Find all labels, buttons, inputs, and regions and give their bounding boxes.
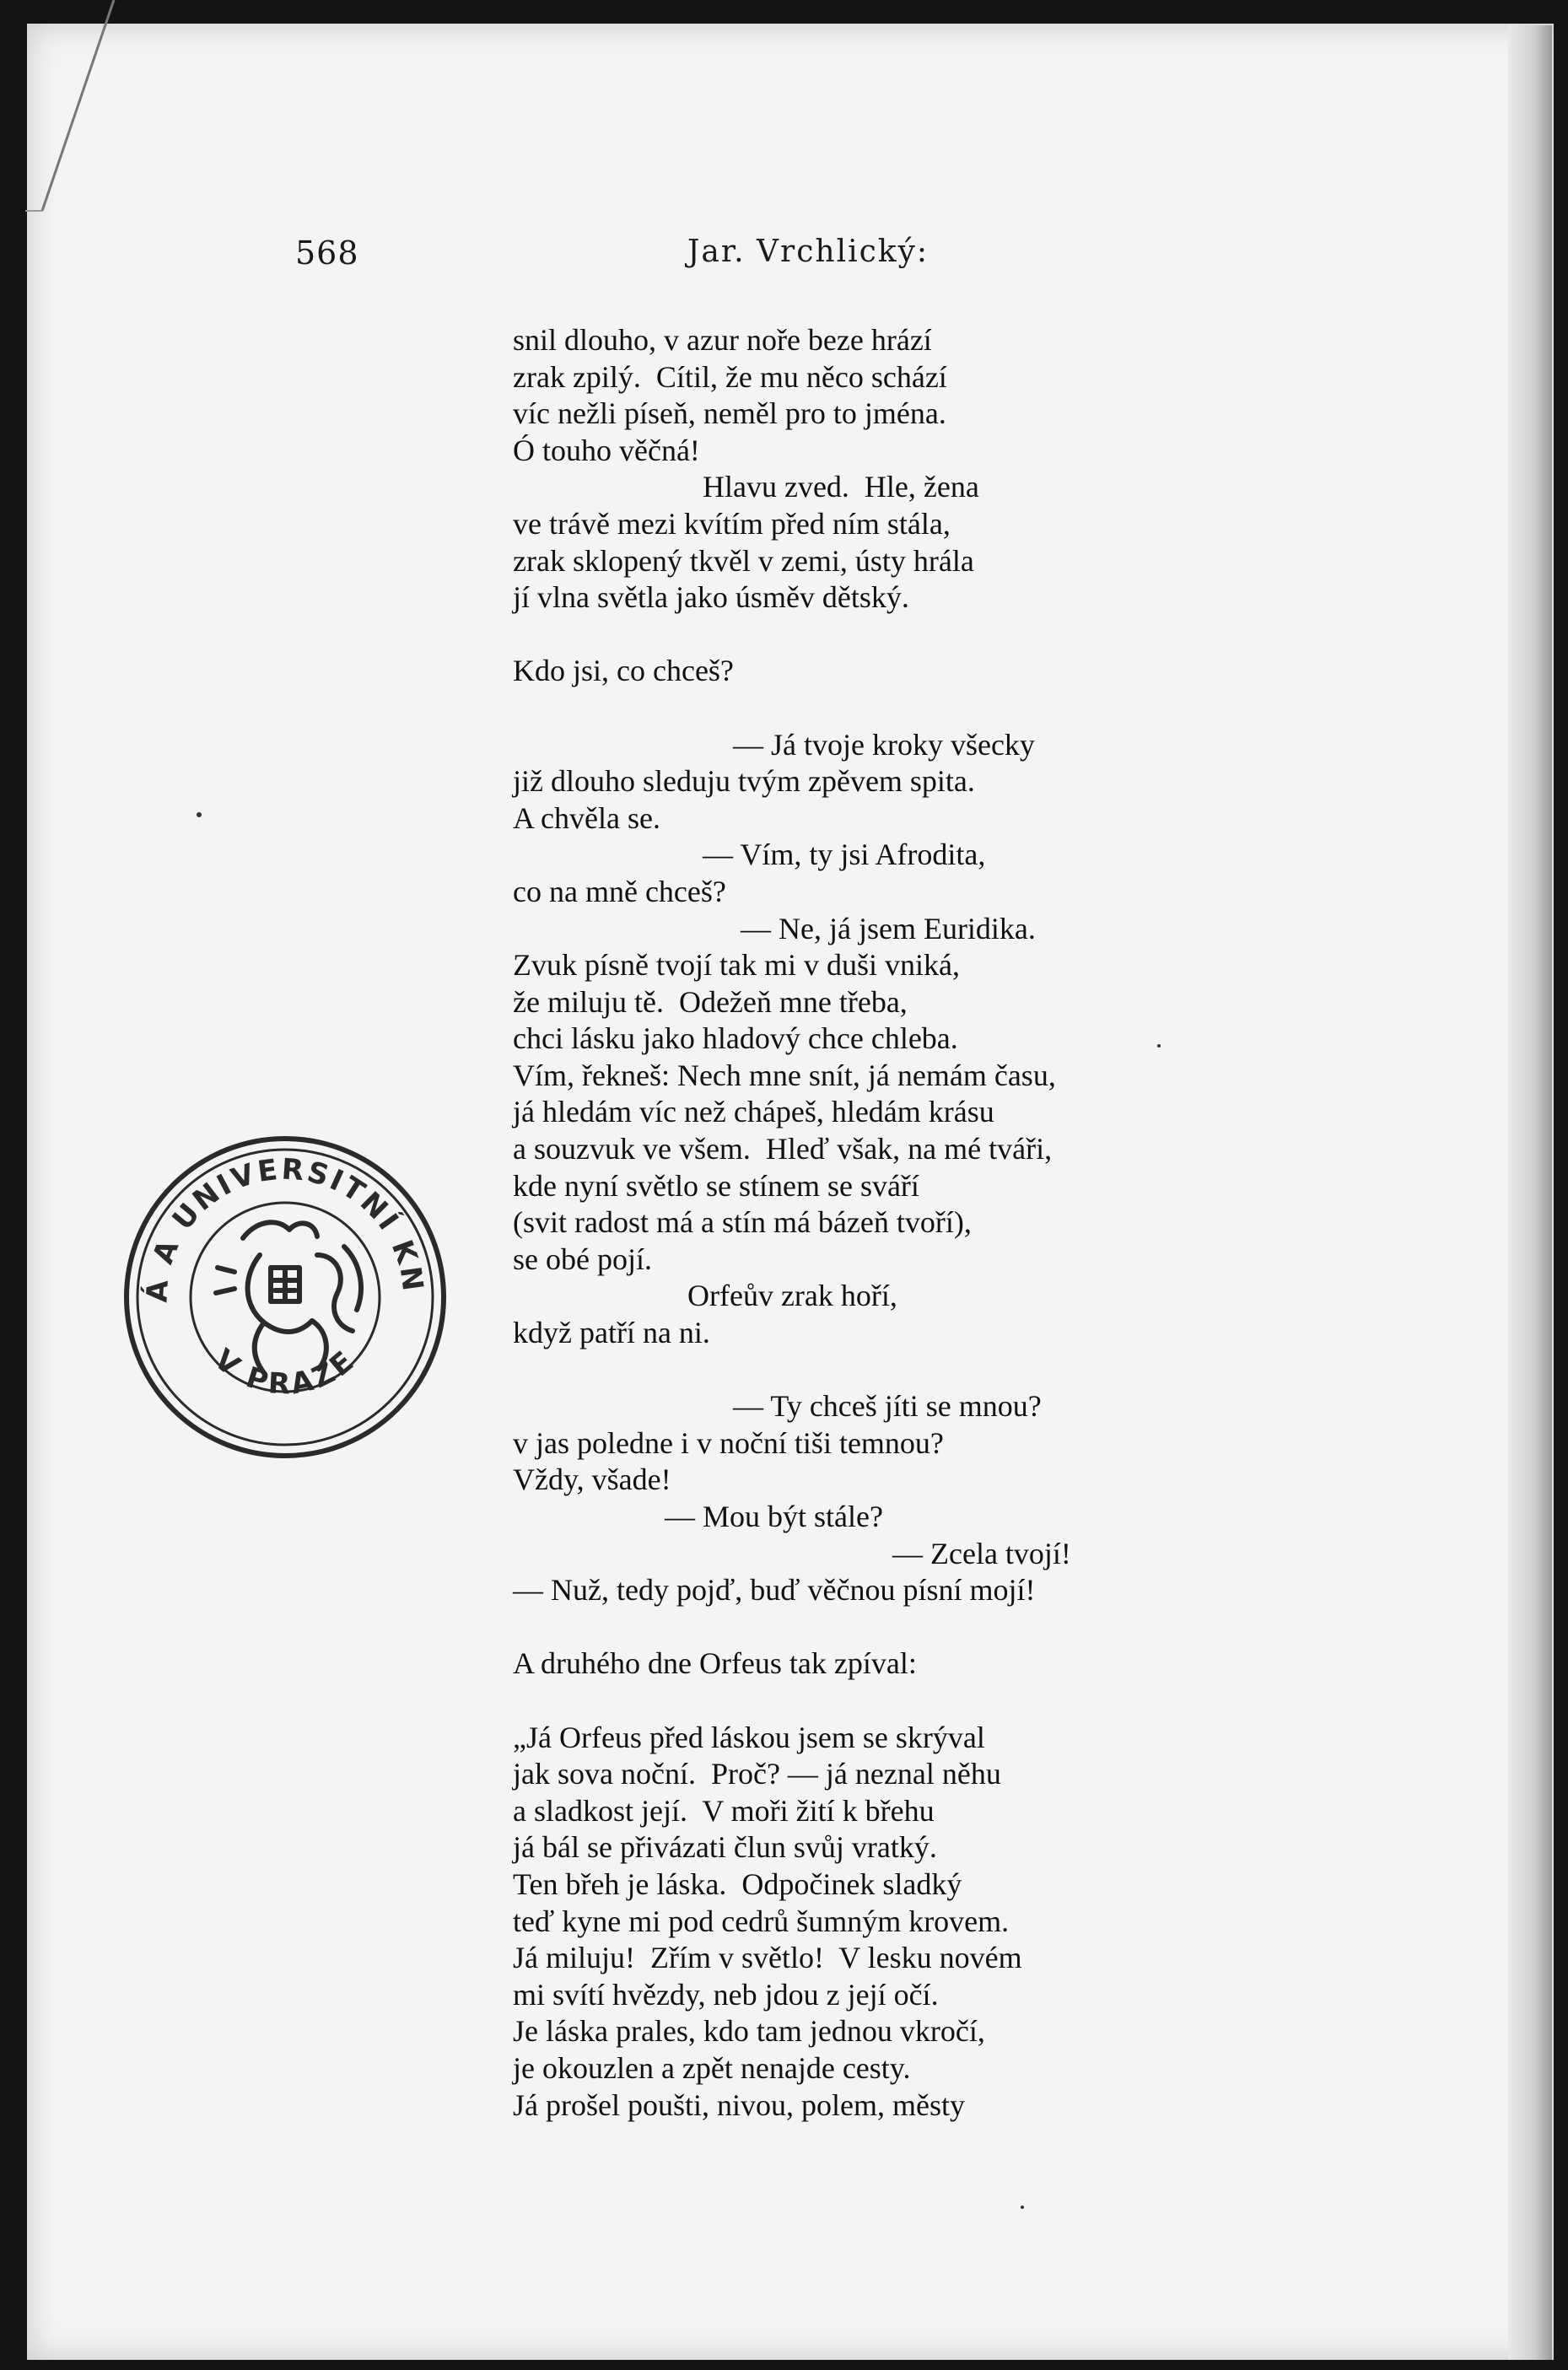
poem-line: Je láska prales, kdo tam jednou vkročí, <box>513 2014 985 2049</box>
speck <box>1157 1044 1161 1048</box>
poem-line: Já miluju! Zřím v světlo! V lesku novém <box>513 1941 1022 1975</box>
poem-line <box>513 690 1373 727</box>
poem-line: Ó touho věčná! <box>513 433 700 467</box>
poem-line: já hledám víc než chápeš, hledám krásu <box>513 1095 994 1129</box>
poem-line: co na mně chceš? <box>513 874 726 908</box>
poem-line: Kdo jsi, co chceš? <box>513 654 734 688</box>
poem-line <box>513 1352 1373 1389</box>
poem-line: A druhého dne Orfeus tak zpíval: <box>513 1646 917 1681</box>
poem-line: a sladkost její. V moři žití k břehu <box>513 1793 935 1828</box>
poem-line: Zvuk písně tvojí tak mi v duši vniká, <box>513 948 960 983</box>
poem-line: „Já Orfeus před láskou jsem se skrýval <box>513 1720 985 1754</box>
page-header <box>0 234 1568 285</box>
poem-line: snil dlouho, v azur noře beze hrází <box>513 323 932 357</box>
poem-line: Hlavu zved. Hle, žena <box>513 470 979 504</box>
poem-line: teď kyne mi pod cedrů šumným krovem. <box>513 1904 1010 1938</box>
running-head: Jar. Vrchlický: <box>687 234 929 269</box>
poem-line <box>513 1609 1373 1646</box>
page-number: 568 <box>295 234 359 272</box>
poem-line: Vždy, všade! <box>513 1462 671 1497</box>
poem-line: se obé pojí. <box>513 1242 652 1276</box>
poem-line: kde nyní světlo se stínem se sváří <box>513 1168 919 1203</box>
poem-line: Já prošel poušti, nivou, polem, městy <box>513 2087 965 2122</box>
stamp-bottom-text: V PRAZE <box>207 1343 363 1402</box>
poem-line: já bál se přivázati člun svůj vratký. <box>513 1830 937 1865</box>
poem-line: když patří na ni. <box>513 1316 710 1350</box>
poem-line: — Mou být stále? <box>513 1500 883 1533</box>
poem-line: A chvěla se. <box>513 800 660 835</box>
speck <box>1021 2206 1024 2209</box>
library-stamp <box>116 1128 454 1466</box>
poem-line: ve trávě mezi kvítím před ním stála, <box>513 506 951 541</box>
stamp-seal-icon <box>116 1128 454 1466</box>
poem-line: (svit radost má a stín má bázeň tvoří), <box>513 1205 972 1240</box>
poem-line: — Ty chceš jíti se mnou? <box>513 1389 1042 1424</box>
poem-line: Ten břeh je láska. Odpočinek sladký <box>513 1866 962 1901</box>
poem-line: zrak sklopený tkvěl v zemi, ústy hrála <box>513 543 974 578</box>
poem-line: Orfeův zrak hoří, <box>513 1279 897 1313</box>
poem-line: a souzvuk ve všem. Hleď však, na mé tváři, <box>513 1132 1053 1166</box>
poem-line: mi svítí hvězdy, neb jdou z její očí. <box>513 1977 939 2012</box>
speck <box>197 812 202 817</box>
poem-line: v jas poledne i v noční tiši temnou? <box>513 1425 944 1460</box>
poem-line: — Já tvoje kroky všecky <box>513 727 1035 762</box>
poem-line: že miluju tě. Odežeň mne třeba, <box>513 984 908 1019</box>
poem-text <box>513 322 1373 2124</box>
corner-fold <box>25 0 118 219</box>
svg-text:V PRAZE <box>207 1343 363 1402</box>
poem-line: je okouzlen a zpět nenajde cesty. <box>513 2050 911 2085</box>
poem-line: — Vím, ty jsi Afrodita, <box>513 838 986 872</box>
poem-line: — Nuž, tedy pojď, buď věčnou písní mojí! <box>513 1573 1036 1608</box>
poem-line <box>513 1683 1373 1720</box>
poem-line: jak sova noční. Proč? — já neznal něhu <box>513 1757 1001 1791</box>
poem-line: Vím, řekneš: Nech mne snít, já nemám času, <box>513 1058 1056 1092</box>
stamp-outer-text: Á A UNIVERSITNÍ KN <box>140 1152 430 1304</box>
poem-line: jí vlna světla jako úsměv dětský. <box>513 580 909 615</box>
page-edge <box>1508 25 1552 2360</box>
poem-line: již dlouho sleduju tvým zpěvem spita. <box>513 764 975 799</box>
poem-line <box>513 617 1373 654</box>
poem-line: víc nežli píseň, neměl pro to jména. <box>513 396 946 431</box>
poem-line: chci lásku jako hladový chce chleba. <box>513 1021 958 1056</box>
poem-line: — Ne, já jsem Euridika. <box>513 911 1036 945</box>
poem-line: zrak zpilý. Cítil, že mu něco schází <box>513 359 947 394</box>
poem-line: — Zcela tvojí! <box>513 1536 1071 1570</box>
